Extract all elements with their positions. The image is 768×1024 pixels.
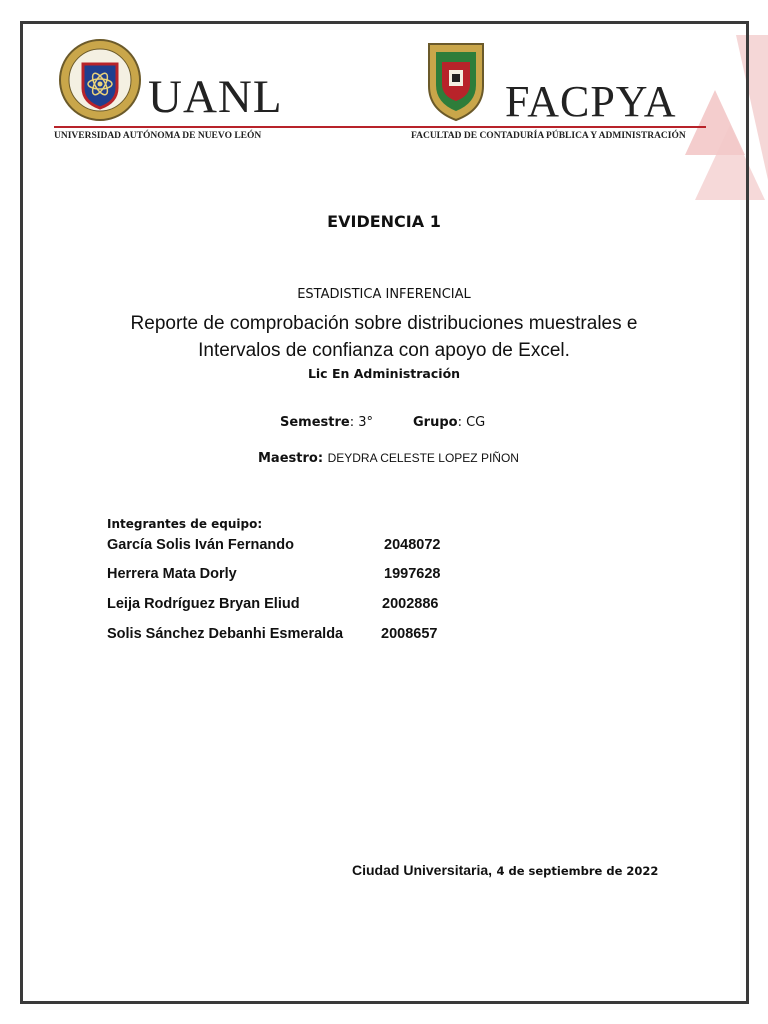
member-id: 1997628 bbox=[384, 566, 441, 582]
teacher-colon: : bbox=[317, 451, 328, 466]
member-name: García Solis Iván Fernando bbox=[107, 537, 294, 553]
facpya-wordmark: FACPYA bbox=[505, 77, 677, 126]
document-title: EVIDENCIA 1 bbox=[327, 212, 441, 231]
semester-colon: : bbox=[349, 415, 359, 430]
subject-name: ESTADISTICA INFERENCIAL bbox=[297, 287, 471, 302]
member-name: Solis Sánchez Debanhi Esmeralda bbox=[107, 626, 344, 642]
uanl-seal-icon bbox=[58, 38, 142, 122]
list-item bbox=[107, 626, 527, 642]
semester-label: Semestre bbox=[280, 415, 350, 430]
group-label: Grupo bbox=[413, 415, 458, 430]
teacher-label: Maestro bbox=[258, 451, 318, 466]
list-item bbox=[107, 596, 527, 612]
uanl-wordmark: UANL bbox=[148, 71, 283, 123]
facpya-subtitle: FACULTAD DE CONTADURÍA PÚBLICA Y ADMINISTRACIÓN bbox=[411, 131, 686, 141]
member-id: 2002886 bbox=[382, 596, 439, 612]
teacher-value: DEYDRA CELESTE LOPEZ PIÑON bbox=[327, 451, 519, 465]
group-field bbox=[413, 415, 485, 430]
member-name: Herrera Mata Dorly bbox=[107, 566, 237, 582]
degree-name: Lic En Administración bbox=[307, 366, 461, 381]
document-date: 4 de septiembre de 2022 bbox=[496, 864, 659, 878]
member-name: Leija Rodríguez Bryan Eliud bbox=[107, 596, 300, 612]
facpya-shield-icon bbox=[425, 38, 487, 122]
group-colon: : bbox=[457, 415, 467, 430]
semester-field bbox=[280, 415, 373, 430]
place-date bbox=[352, 862, 658, 880]
place-name: Ciudad Universitaria, bbox=[352, 862, 493, 878]
list-item bbox=[107, 537, 527, 553]
semester-value: 3° bbox=[358, 415, 374, 430]
member-id: 2048072 bbox=[384, 537, 441, 553]
group-value: CG bbox=[466, 415, 486, 430]
report-title bbox=[0, 310, 768, 364]
header-divider bbox=[54, 126, 706, 128]
teacher-field bbox=[258, 451, 519, 466]
page-border bbox=[20, 21, 749, 1004]
members-label: Integrantes de equipo: bbox=[107, 517, 263, 531]
report-title-line-1: Reporte de comprobación sobre distribuciones muestrales e bbox=[130, 313, 638, 334]
uanl-subtitle: UNIVERSIDAD AUTÓNOMA DE NUEVO LEÓN bbox=[54, 131, 262, 141]
member-id: 2008657 bbox=[381, 626, 438, 642]
report-title-line-2: Intervalos de confianza con apoyo de Excel. bbox=[198, 340, 570, 361]
list-item bbox=[107, 566, 527, 582]
